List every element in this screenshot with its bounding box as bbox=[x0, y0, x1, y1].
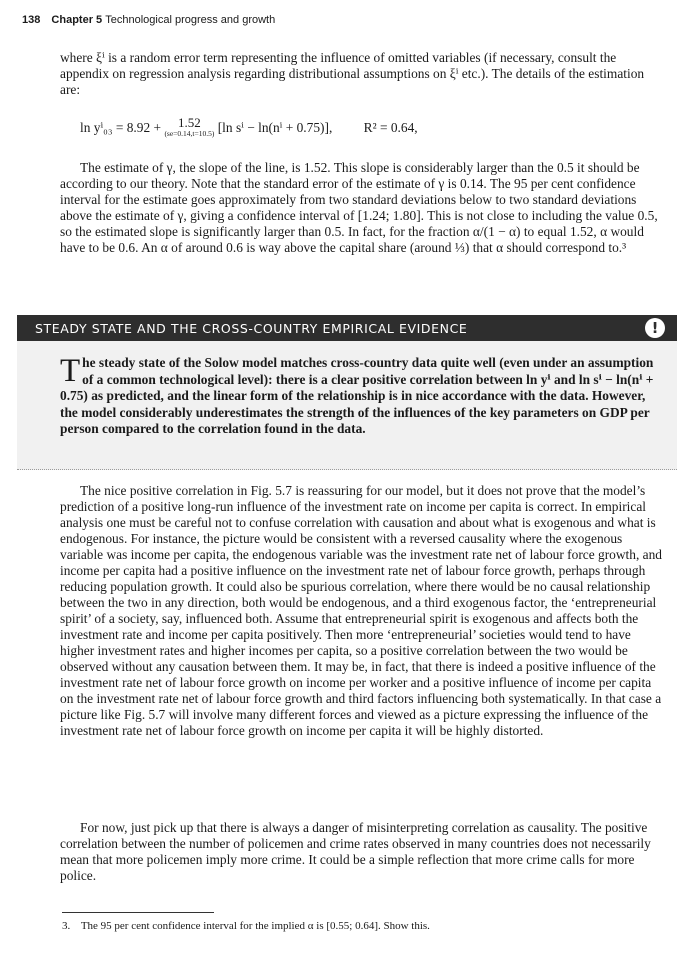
footnote-rule bbox=[62, 912, 214, 913]
footnote bbox=[62, 920, 430, 932]
exclamation-icon: ! bbox=[645, 318, 665, 338]
chapter-label: Chapter 5 bbox=[51, 14, 103, 26]
page-header bbox=[22, 14, 275, 26]
footnote-text: The 95 per cent confidence interval for the implied α is [0.55; 0.64]. Show this. bbox=[80, 920, 430, 932]
regression-equation bbox=[80, 115, 418, 140]
correlation-paragraph: The nice positive correlation in Fig. 5.7 is reassuring for our model, but it does not prove that the model’s prediction of a positive long-run influence of the investment rate on income per capita is correct. In empirical analysis one must be careful not to confuse correlation with causation and about what is exogenous and what is endogenous. For instance, the picture would be consistent with a reversed causality where the exogenous variable was income per capita, the endogenous variable was the investment rate net of labour force growth, and income per capita had a positive influence on the investment rate net of labour force growth, perhaps through reducing population growth. It could also be spurious correlation, where there would be no causal relationship between the two in any direction, both would be endogenous, and a third exogenous factor, the ‘entrepreneurial spirit’ of a society, say, influenced both. Assume that entrepreneurial spirit is exogenous and affects both the investment rate and income per capita positively. Then more ‘entrepreneurial’ societies would tend to have higher investment rates and higher incomes per capita, so a positive correlation between the two would be observed without any causation between them. It may be, in fact, that there is indeed a positive influence of the investment rate net of labour force growth on income per worker and a positive influence of income per capita on the investment rate net of labour force growth and third factors influencing both systematically. In that case a picture like Fig. 5.7 will involve many different forces and viewed as a picture expressing the influence of the investment rate net of labour force growth on income per capita it will be highly distorted. bbox=[60, 483, 662, 738]
intro-paragraph: where ξⁱ is a random error term representing the influence of omitted variables (if necessary, consult the appendix on regression analysis regarding distributional assumptions on ξⁱ etc.). The details of the estimation are: bbox=[60, 50, 645, 97]
coefficient-stats: (se=0.14,t=10.5) bbox=[164, 129, 215, 138]
r-squared: R² = 0.64, bbox=[363, 120, 418, 136]
closing-paragraph: For now, just pick up that there is always a danger of misinterpreting correlation as causality. The positive correlation between the number of policemen and crime rates observed in many countries does not necessarily mean that more policemen imply more crime. It could be a simple reflection that more crime calls for more police. bbox=[60, 820, 651, 883]
equation-coefficient bbox=[164, 116, 214, 138]
box-title: STEADY STATE AND THE CROSS-COUNTRY EMPIRICAL EVIDENCE bbox=[35, 321, 468, 336]
drop-cap: T bbox=[60, 353, 81, 389]
slope-paragraph: The estimate of γ, the slope of the line, is 1.52. This slope is considerably larger than the 0.5 it should be according to our theory. Note that the standard error of the estimate of γ is 0.14. The 95 per cent confidence interval for the estimate goes approximately from two standard deviations below to two standard deviations above the estimate of γ, giving a confidence interval of [1.24; 1.80]. This is not close to including the value 0.5, so the estimated slope is significantly larger than 0.5. In fact, for the fraction α/(1 − α) to equal 1.52, α would have to be 0.6. An α of around 0.6 is way above the capital share (around ⅓) that α should correspond to.³ bbox=[60, 160, 658, 255]
equation-lhs: ln yⁱ₀₃ = 8.92 + bbox=[80, 120, 162, 136]
box-title-bar bbox=[17, 315, 677, 341]
coefficient-value: 1.52 bbox=[178, 115, 201, 130]
summary-box-text bbox=[60, 355, 665, 438]
equation-rhs: [ln sⁱ − ln(nⁱ + 0.75)], bbox=[217, 120, 333, 136]
page-number: 138 bbox=[22, 14, 41, 26]
chapter-title: Technological progress and growth bbox=[105, 14, 276, 26]
summary-text: he steady state of the Solow model matches cross-country data quite well (even under an assumption of a common technological level): there is a clear positive correlation between ln yⁱ and ln sⁱ − ln(nⁱ + 0.75) as predicted, and the linear form of the relationship is in nice accordance with the data. However, the model considerably underestimates the strength of the influences of the key parameters on GDP per person compared to the correlation found in the data. bbox=[60, 355, 654, 437]
footnote-number: 3. bbox=[62, 920, 71, 932]
